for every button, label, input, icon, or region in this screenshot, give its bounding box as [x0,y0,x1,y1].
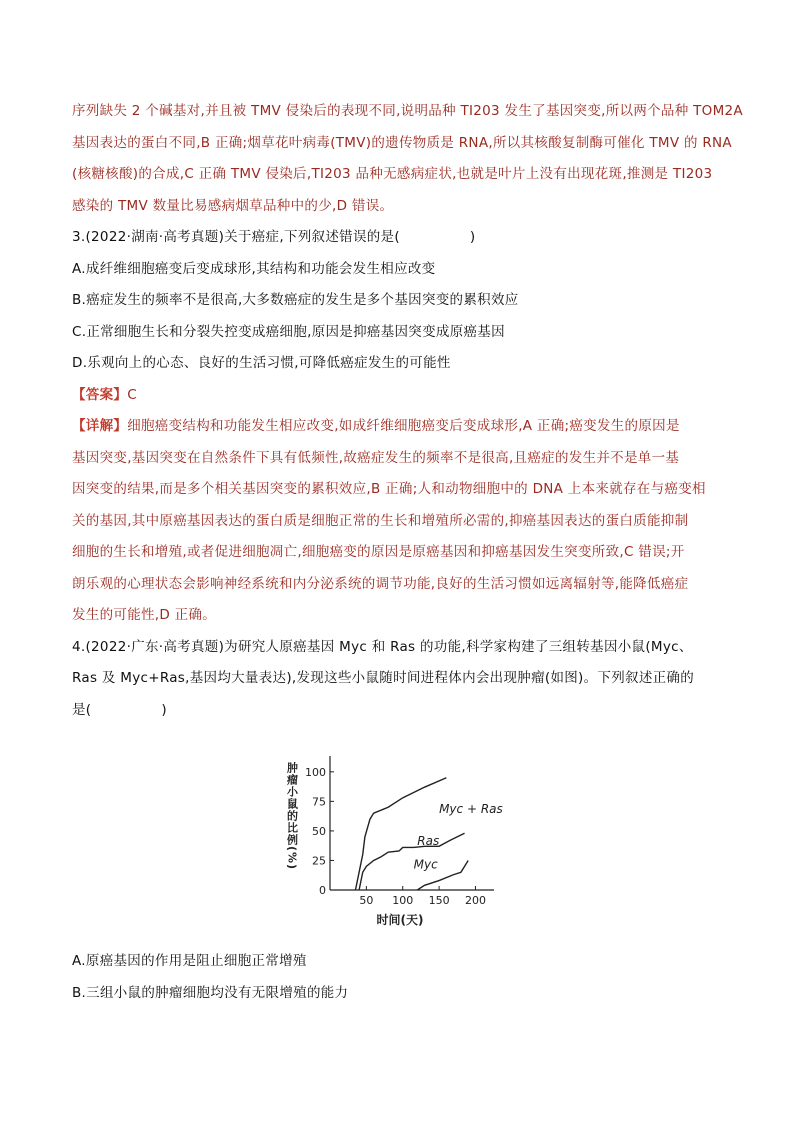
question-stem: Ras 及 Myc+Ras,基因均大量表达),发现这些小鼠随时间进程体内会出现肿瘤(如图)。下列叙述正确的 [72,670,695,686]
explanation-line: (核糖核酸)的合成,C 正确 TMV 侵染后,TI203 品种无感病症状,也就是叶片上没有出现花斑,推测是 TI203 [72,166,713,182]
option-c: C.正常细胞生长和分裂失控变成癌细胞,原因是抑癌基因突变成原癌基因 [72,323,505,340]
y-tick-label: 75 [312,795,326,809]
detail-line: 因突变的结果,而是多个相关基因突变的累积效应,B 正确;人和动物细胞中的 DNA 上本来就存在与癌变相 [72,481,706,497]
question-stem-end: ) [469,229,476,245]
detail-line-1 [72,411,724,443]
option-b: B.三组小鼠的肿瘤细胞均没有无限增殖的能力 [72,984,349,1001]
detail-line: 发生的可能性,D 正确。 [72,607,217,623]
question-stem [72,695,724,727]
x-tick-label: 200 [464,894,486,907]
answer-label: 【答案】 [72,386,128,403]
detail-block [72,411,724,632]
document-page [72,96,743,726]
y-tick-label: 50 [312,824,326,838]
question-stem [72,222,724,254]
question-stem-text: 是( [72,701,92,718]
option-d: D.乐观向上的心态、良好的生活习惯,可降低癌症发生的可能性 [72,355,451,371]
option-a: A.原癌基因的作用是阻止细胞正常增殖 [72,953,307,969]
answer-line [72,380,724,412]
x-tick-label: 150 [428,894,450,907]
series-label: Myc + Ras [439,802,503,817]
detail-line: 细胞的生长和增殖,或者促进细胞凋亡,细胞癌变的原因是原癌基因和抑癌基因发生突变所致,C 错误;开 [72,544,685,560]
question-stem-text: 3.(2022·湖南·高考真题)关于癌症,下列叙述错误的是( [72,229,400,245]
series-line [359,833,464,890]
y-tick-label: 25 [312,854,326,868]
x-tick-label: 50 [359,894,374,907]
question-stem-end: ) [161,701,167,718]
detail-line: 基因突变,基因突变在自然条件下具有低频性,故癌症发生的频率不是很高,且癌症的发生并不是单一基 [72,449,680,466]
series-label: Myc [413,857,438,872]
question-3 [72,222,724,632]
detail-text: 细胞癌变结构和功能发生相应改变,如成纤维细胞癌变后变成球形,A 正确;癌变发生的原因是 [127,418,680,434]
explanation-continuation [72,96,743,222]
explanation-line: 序列缺失 2 个碱基对,并且被 TMV 侵染后的表现不同,说明品种 TI203 发生了基因突变,所以两个品种 TOM2A [72,103,743,119]
tumor-incidence-chart [272,748,512,928]
question-stem: 4.(2022·广东·高考真题)为研究人原癌基因 Myc 和 Ras 的功能,科学家构建了三组转基因小鼠(Myc、 [72,638,693,655]
series-label: Ras [417,834,440,849]
detail-line: 关的基因,其中原癌基因表达的蛋白质是细胞正常的生长和增殖所必需的,抑癌基因表达的蛋白质能抑制 [72,512,689,529]
detail-label: 【详解】 [72,418,128,434]
question-4 [72,632,724,727]
y-tick-label: 100 [305,765,326,779]
chart-svg [272,748,512,928]
question-4-options [72,946,724,1009]
option-b: B.癌症发生的频率不是很高,大多数癌症的发生是多个基因突变的累积效应 [72,292,519,308]
explanation-line: 基因表达的蛋白不同,B 正确;烟草花叶病毒(TMV)的遗传物质是 RNA,所以其核酸复制酶可催化 TMV 的 RNA [72,134,732,151]
y-tick-label: 0 [319,884,326,897]
y-axis-label: 肿瘤小鼠的比例(%) [285,762,299,871]
x-axis-label: 时间(天) [376,913,424,927]
detail-line: 朗乐观的心理状态会影响神经系统和内分泌系统的调节功能,良好的生活习惯如远离辐射等,能降低癌症 [72,575,689,592]
x-tick-label: 100 [392,894,414,907]
option-a: A.成纤维细胞癌变后变成球形,其结构和功能会发生相应改变 [72,260,436,277]
answer-value: C [127,386,137,403]
explanation-line: 感染的 TMV 数量比易感病烟草品种中的少,D 错误。 [72,197,394,214]
